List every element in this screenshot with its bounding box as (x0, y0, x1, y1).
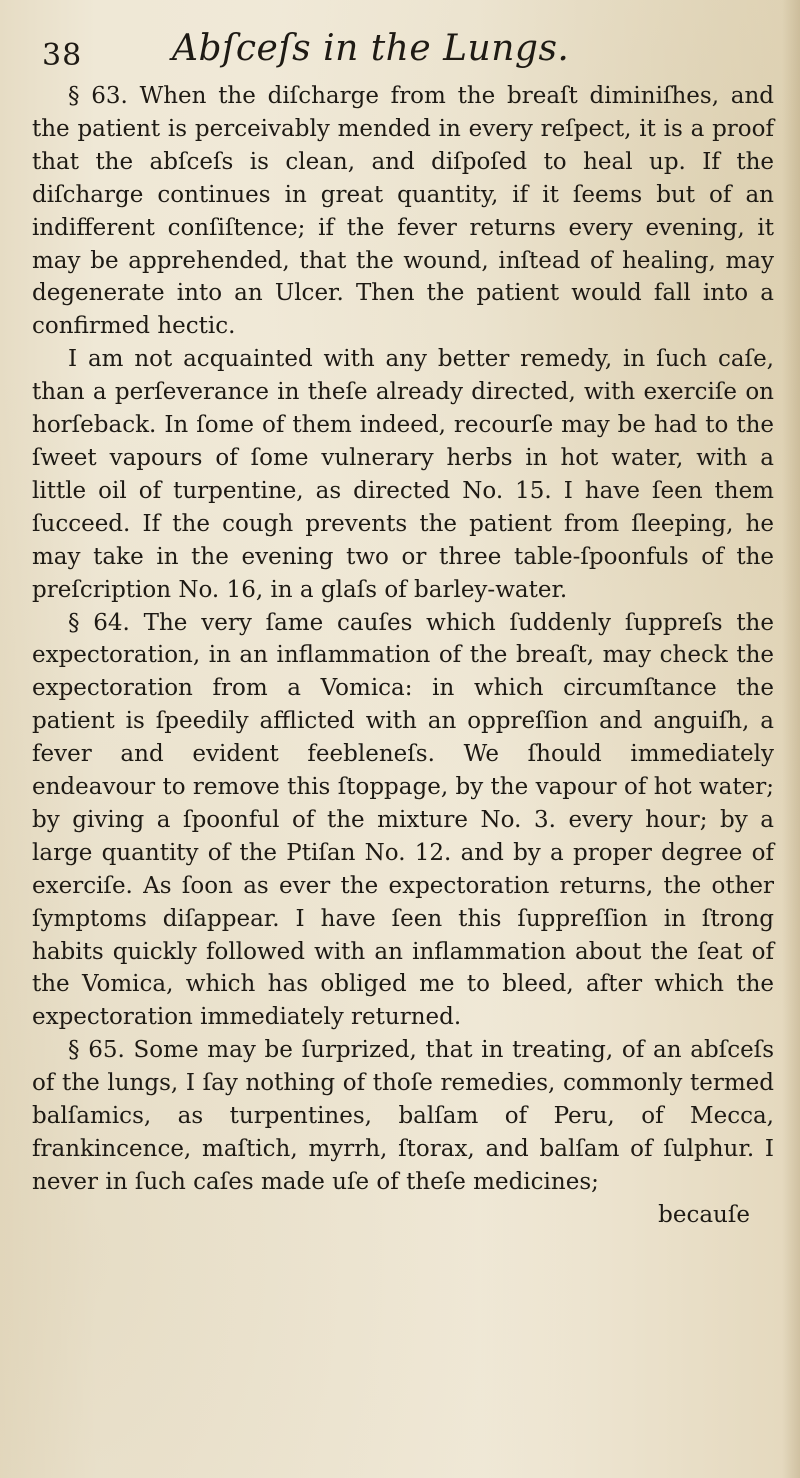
running-head: Abſceſs in the Lungs. (172, 28, 570, 69)
page-number: 38 (42, 38, 83, 73)
paragraph-63: § 63. When the diſcharge from the breaſt diminiſhes, and the patient is perceivably mended in every reſpect, it is a proof that the abſceſs is clean, and diſpoſed to heal up. If the diſcharge continues in great quantity, if it ſeems but of an indifferent conſiſtence; if the fever returns every evening, it may be apprehended, that the wound, inſtead of healing, may degenerate into an Ulcer. Then the patient would fall into a confirmed hectic. (32, 83, 774, 340)
paragraph-64: § 64. The very ſame cauſes which ſuddenly ſuppreſs the expectoration, in an inflammation of the breaſt, may check the expectoration from a Vomica: in which circumſtance the patient is ſpeedily afflicted with an oppreſſion and anguiſh, a fever and evident feebleneſs. We ſhould immediately endeavour to remove this ſtoppage, by the vapour of hot water; by giving a ſpoonful of the mixture No. 3. every hour; by a large quantity of the Ptiſan No. 12. and by a proper degree of exerciſe. As ſoon as ever the expectoration returns, the other ſymptoms diſappear. I have ſeen this ſuppreſſion in ſtrong habits quickly followed with an inflammation about the ſeat of the Vomica, which has obliged me to bleed, after which the expectoration immediately returned. (32, 609, 774, 1031)
paragraph-65: § 65. Some may be ſurprized, that in treating, of an abſceſs of the lungs, I ſay nothing of thoſe remedies, commonly termed balſamics, as turpentines, balſam of Peru, of Mecca, frankincence, maſtich, myrrh, ſtorax, and balſam of ſulphur. I never in ſuch caſes made uſe of theſe medicines; (32, 1037, 774, 1195)
page-header (32, 8, 774, 80)
page-edge-shadow (782, 0, 800, 1478)
catchword: becauſe (658, 1201, 750, 1228)
body-text (32, 80, 774, 1199)
paragraph-remedy: I am not acquainted with any better remedy, in ſuch caſe, than a perſeverance in theſe already directed, with exerciſe on horſeback. In ſome of them indeed, recourſe may be had to the ſweet vapours of ſome vulnerary herbs in hot water, with a little oil of turpentine, as directed No. 15. I have ſeen them ſucceed. If the cough prevents the patient from ſleeping, he may take in the evening two or three table-ſpoonfuls of the preſcription No. 16, in a glaſs of barley-water. (32, 346, 774, 603)
